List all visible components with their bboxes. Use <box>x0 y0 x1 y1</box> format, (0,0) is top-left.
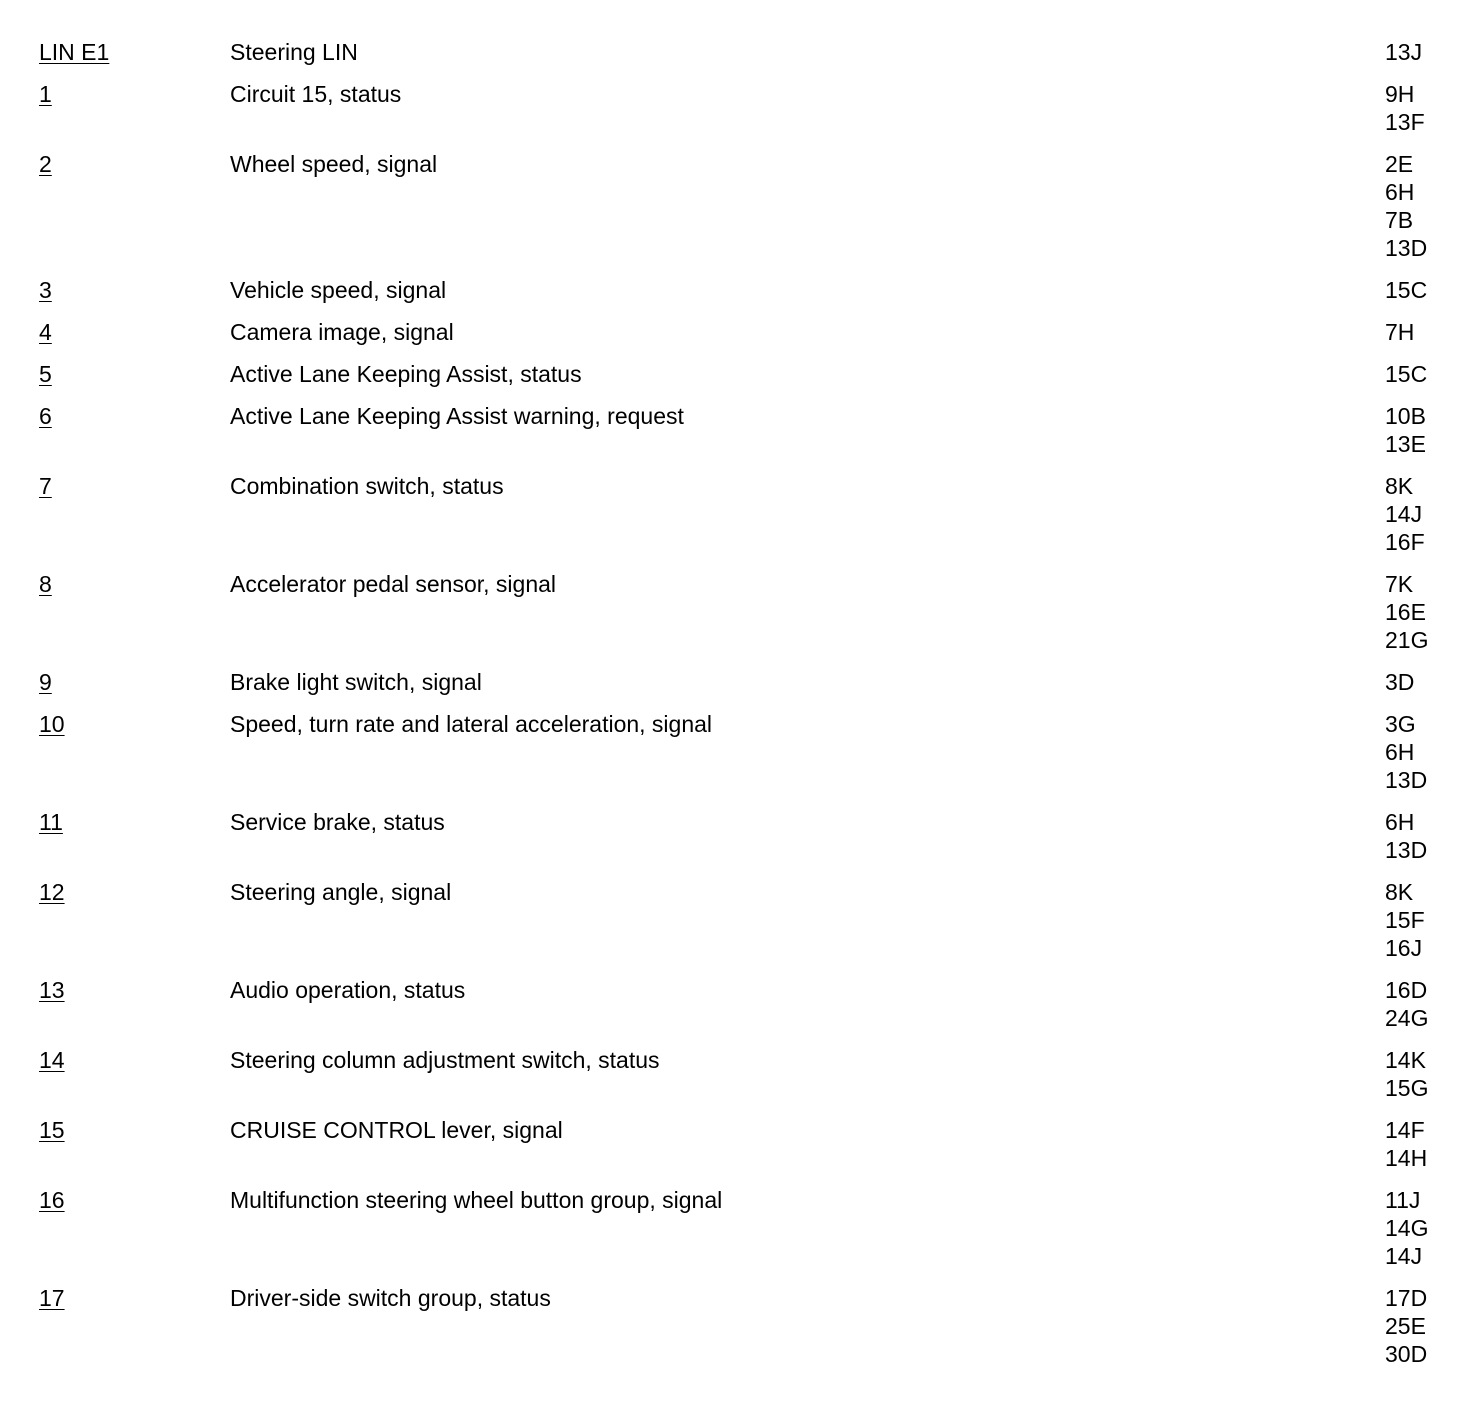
grid-reference: 13D <box>1385 235 1428 261</box>
grid-reference: 6H <box>1385 809 1415 835</box>
grid-reference: 14J <box>1385 1243 1423 1269</box>
grid-reference-list <box>1385 360 1472 388</box>
signal-description: Multifunction steering wheel button group, signal <box>230 1187 723 1213</box>
signal-description: Circuit 15, status <box>230 81 402 107</box>
grid-reference: 15C <box>1385 361 1428 387</box>
grid-reference: 30D <box>1385 1341 1428 1367</box>
signal-id-link[interactable]: 6 <box>39 403 52 429</box>
signal-description: Steering column adjustment switch, status <box>230 1047 660 1073</box>
legend-row <box>0 1046 1472 1102</box>
legend-row <box>0 668 1472 696</box>
legend-row <box>0 360 1472 388</box>
grid-reference-list <box>1385 1186 1472 1270</box>
grid-reference: 7H <box>1385 319 1415 345</box>
grid-reference: 17D <box>1385 1285 1428 1311</box>
grid-reference: 16D <box>1385 977 1428 1003</box>
signal-id-link[interactable]: 14 <box>39 1047 65 1073</box>
legend-row <box>0 808 1472 864</box>
grid-reference: 14H <box>1385 1145 1428 1171</box>
signal-description: CRUISE CONTROL lever, signal <box>230 1117 563 1143</box>
grid-reference: 14K <box>1385 1047 1426 1073</box>
grid-reference: 8K <box>1385 473 1414 499</box>
grid-reference-list <box>1385 402 1472 458</box>
signal-id-link[interactable]: LIN E1 <box>39 39 110 65</box>
grid-reference: 15C <box>1385 277 1428 303</box>
grid-reference: 13D <box>1385 837 1428 863</box>
grid-reference-list <box>1385 276 1472 304</box>
signal-id-link[interactable]: 4 <box>39 319 52 345</box>
grid-reference: 16J <box>1385 935 1423 961</box>
signal-id-link[interactable]: 9 <box>39 669 52 695</box>
grid-reference: 2E <box>1385 151 1414 177</box>
signal-id-link[interactable]: 16 <box>39 1187 65 1213</box>
legend-row <box>0 976 1472 1032</box>
signal-id-link[interactable]: 11 <box>39 809 63 835</box>
legend-row <box>0 710 1472 794</box>
grid-reference: 16E <box>1385 599 1426 625</box>
grid-reference-list <box>1385 570 1472 654</box>
grid-reference: 6H <box>1385 179 1415 205</box>
grid-reference: 25E <box>1385 1313 1426 1339</box>
grid-reference: 6H <box>1385 739 1415 765</box>
grid-reference: 13F <box>1385 109 1425 135</box>
signal-id-link[interactable]: 15 <box>39 1117 65 1143</box>
legend-row <box>0 318 1472 346</box>
grid-reference: 14J <box>1385 501 1423 527</box>
signal-description: Accelerator pedal sensor, signal <box>230 571 557 597</box>
legend-row <box>0 38 1472 66</box>
grid-reference: 15F <box>1385 907 1425 933</box>
signal-id-link[interactable]: 12 <box>39 879 65 905</box>
grid-reference-list <box>1385 1046 1472 1102</box>
signal-description: Active Lane Keeping Assist warning, request <box>230 403 684 429</box>
grid-reference: 24G <box>1385 1005 1429 1031</box>
grid-reference-list <box>1385 318 1472 346</box>
legend-row <box>0 276 1472 304</box>
signal-id-link[interactable]: 7 <box>39 473 52 499</box>
grid-reference: 7B <box>1385 207 1414 233</box>
signal-description: Camera image, signal <box>230 319 454 345</box>
grid-reference-list <box>1385 38 1472 66</box>
signal-description: Service brake, status <box>230 809 445 835</box>
signal-description: Audio operation, status <box>230 977 466 1003</box>
grid-reference: 15G <box>1385 1075 1429 1101</box>
signal-id-link[interactable]: 3 <box>39 277 52 303</box>
signal-id-link[interactable]: 10 <box>39 711 65 737</box>
legend-row <box>0 1186 1472 1270</box>
grid-reference-list <box>1385 710 1472 794</box>
signal-description: Wheel speed, signal <box>230 151 438 177</box>
grid-reference-list <box>1385 1284 1472 1368</box>
legend-row <box>0 570 1472 654</box>
grid-reference: 14F <box>1385 1117 1425 1143</box>
signal-description: Steering LIN <box>230 39 358 65</box>
grid-reference: 14G <box>1385 1215 1429 1241</box>
signal-id-link[interactable]: 1 <box>39 81 52 107</box>
signal-description: Vehicle speed, signal <box>230 277 447 303</box>
signal-id-link[interactable]: 13 <box>39 977 65 1003</box>
grid-reference-list <box>1385 472 1472 556</box>
signal-id-link[interactable]: 5 <box>39 361 52 387</box>
grid-reference-list <box>1385 80 1472 136</box>
signal-id-link[interactable]: 8 <box>39 571 52 597</box>
signal-description: Combination switch, status <box>230 473 504 499</box>
signal-description: Driver-side switch group, status <box>230 1285 551 1311</box>
legend-row <box>0 472 1472 556</box>
signal-id-link[interactable]: 17 <box>39 1285 65 1311</box>
legend-row <box>0 80 1472 136</box>
grid-reference: 8K <box>1385 879 1414 905</box>
legend-row <box>0 150 1472 262</box>
grid-reference-list <box>1385 668 1472 696</box>
signal-description: Steering angle, signal <box>230 879 452 905</box>
grid-reference-list <box>1385 976 1472 1032</box>
grid-reference-list <box>1385 878 1472 962</box>
signal-description: Active Lane Keeping Assist, status <box>230 361 582 387</box>
grid-reference-list <box>1385 150 1472 262</box>
grid-reference: 11J <box>1385 1187 1421 1213</box>
grid-reference: 3D <box>1385 669 1415 695</box>
grid-reference-list <box>1385 808 1472 864</box>
grid-reference: 3G <box>1385 711 1416 737</box>
grid-reference: 7K <box>1385 571 1414 597</box>
grid-reference-list <box>1385 1116 1472 1172</box>
legend-row <box>0 1284 1472 1368</box>
grid-reference: 21G <box>1385 627 1429 653</box>
grid-reference: 13J <box>1385 39 1423 65</box>
grid-reference: 13E <box>1385 431 1426 457</box>
legend-row <box>0 878 1472 962</box>
grid-reference: 10B <box>1385 403 1426 429</box>
legend-row <box>0 1116 1472 1172</box>
grid-reference: 9H <box>1385 81 1415 107</box>
signal-description: Speed, turn rate and lateral acceleration, signal <box>230 711 713 737</box>
grid-reference: 16F <box>1385 529 1425 555</box>
legend-row <box>0 402 1472 458</box>
signal-description: Brake light switch, signal <box>230 669 482 695</box>
signal-id-link[interactable]: 2 <box>39 151 52 177</box>
grid-reference: 13D <box>1385 767 1428 793</box>
